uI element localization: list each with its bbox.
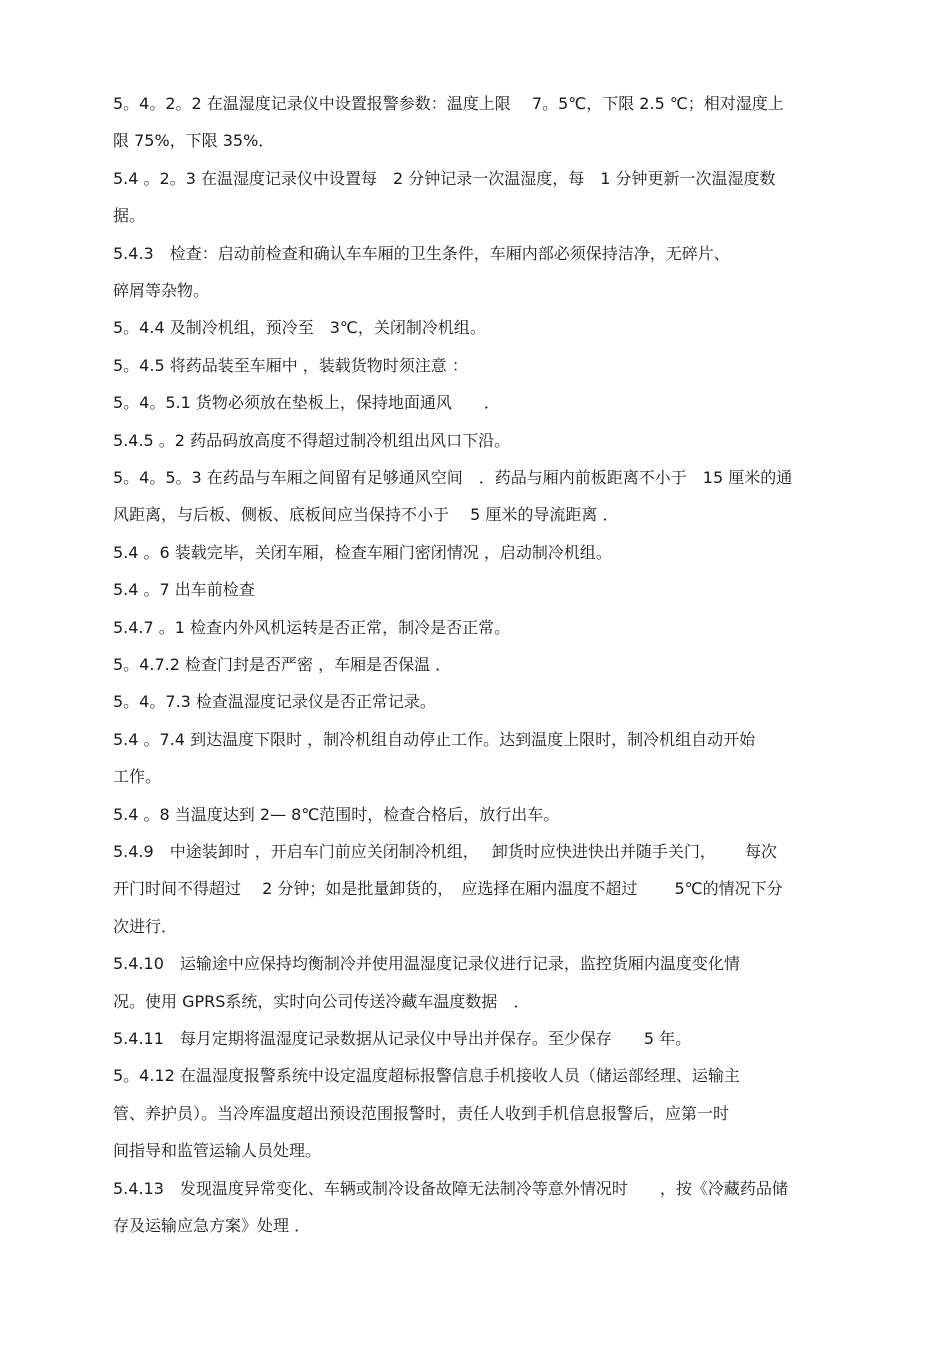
text-line: 5.4.5 。2 药品码放高度不得超过制冷机组出风口下沿。 — [113, 431, 511, 450]
text-line: 5。4.7.2 检查门封是否严密 ，车厢是否保温 ． — [113, 655, 452, 674]
text-line: 次进行． — [113, 917, 178, 936]
text-line: 碎屑等杂物。 — [113, 281, 210, 300]
text-line: 风距离，与后板、侧板、底板间应当保持不小于 5 厘米的导流距离 ． — [113, 505, 619, 524]
text-line: 5。4.5 将药品装至车厢中 ，装载货物时须注意 ： — [113, 356, 468, 375]
text-line: 工作。 — [113, 767, 162, 786]
text-line: 5.4.7 。1 检查内外风机运转是否正常，制冷是否正常。 — [113, 618, 511, 637]
text-line: 5.4 。8 当温度达到 2— 8℃范围时，检查合格后，放行出车。 — [113, 805, 560, 824]
text-line: 管、养护员）。当冷库温度超出预设范围报警时，责任人收到手机信息报警后，应第一时 — [113, 1104, 730, 1123]
text-line: 5.4.9 中途装卸时 ，开启车门前应关闭制冷机组， 卸货时应快进快出并随手关门， 每次 — [113, 842, 777, 861]
text-line: 5.4.11 每月定期将温湿度记录数据从记录仪中导出并保存。至少保存 5 年。 — [113, 1029, 692, 1048]
text-line: 限 75%，下限 35%． — [113, 131, 275, 150]
text-line: 据。 — [113, 206, 146, 225]
text-line: 5.4 。7 出车前检查 — [113, 580, 255, 599]
text-line: 5.4.13 发现温度异常变化、车辆或制冷设备故障无法制冷等意外情况时 ，按《冷藏药品储 — [113, 1179, 788, 1198]
text-line: 5.4 。2。3 在温湿度记录仪中设置每 2 分钟记录一次温湿度，每 1 分钟更新一次温湿度数 — [113, 169, 776, 188]
text-line: 5。4。5.1 货物必须放在垫板上，保持地面通风 ． — [113, 393, 500, 412]
text-line: 5.4 。7.4 到达温度下限时 ，制冷机组自动停止工作。达到温度上限时，制冷机组自动开始 — [113, 730, 756, 749]
text-line: 开门时间不得超过 2 分钟；如是批量卸货的， 应选择在厢内温度不超过 5℃的情况下分 — [113, 879, 783, 898]
text-line: 存及运输应急方案》处理 ． — [113, 1216, 311, 1235]
text-line: 5.4.10 运输途中应保持均衡制冷并使用温湿度记录仪进行记录，监控货厢内温度变化情 — [113, 954, 740, 973]
text-line: 5。4。5。3 在药品与车厢之间留有足够通风空间 ．药品与厢内前板距离不小于 15 厘米的通 — [113, 468, 793, 487]
text-line: 5.4 。6 装载完毕，关闭车厢，检查车厢门密闭情况 ，启动制冷机组。 — [113, 543, 612, 562]
text-line: 5。4.4 及制冷机组，预冷至 3℃，关闭制冷机组。 — [113, 318, 486, 337]
text-line: 5.4.3 检查：启动前检查和确认车车厢的卫生条件，车厢内部必须保持洁净，无碎片、 — [113, 244, 730, 263]
text-line: 5。4。7.3 检查温湿度记录仪是否正常记录。 — [113, 692, 436, 711]
text-line: 况。使用 GPRS系统，实时向公司传送冷藏车温度数据 ． — [113, 992, 530, 1011]
text-line: 间指导和监管运输人员处理。 — [113, 1141, 322, 1160]
text-line: 5。4。2。2 在温湿度记录仪中设置报警参数：温度上限 7。5℃，下限 2.5 ℃；相对湿度上 — [113, 94, 784, 113]
text-line: 5。4.12 在温湿度报警系统中设定温度超标报警信息手机接收人员（储运部经理、运输主 — [113, 1066, 740, 1085]
